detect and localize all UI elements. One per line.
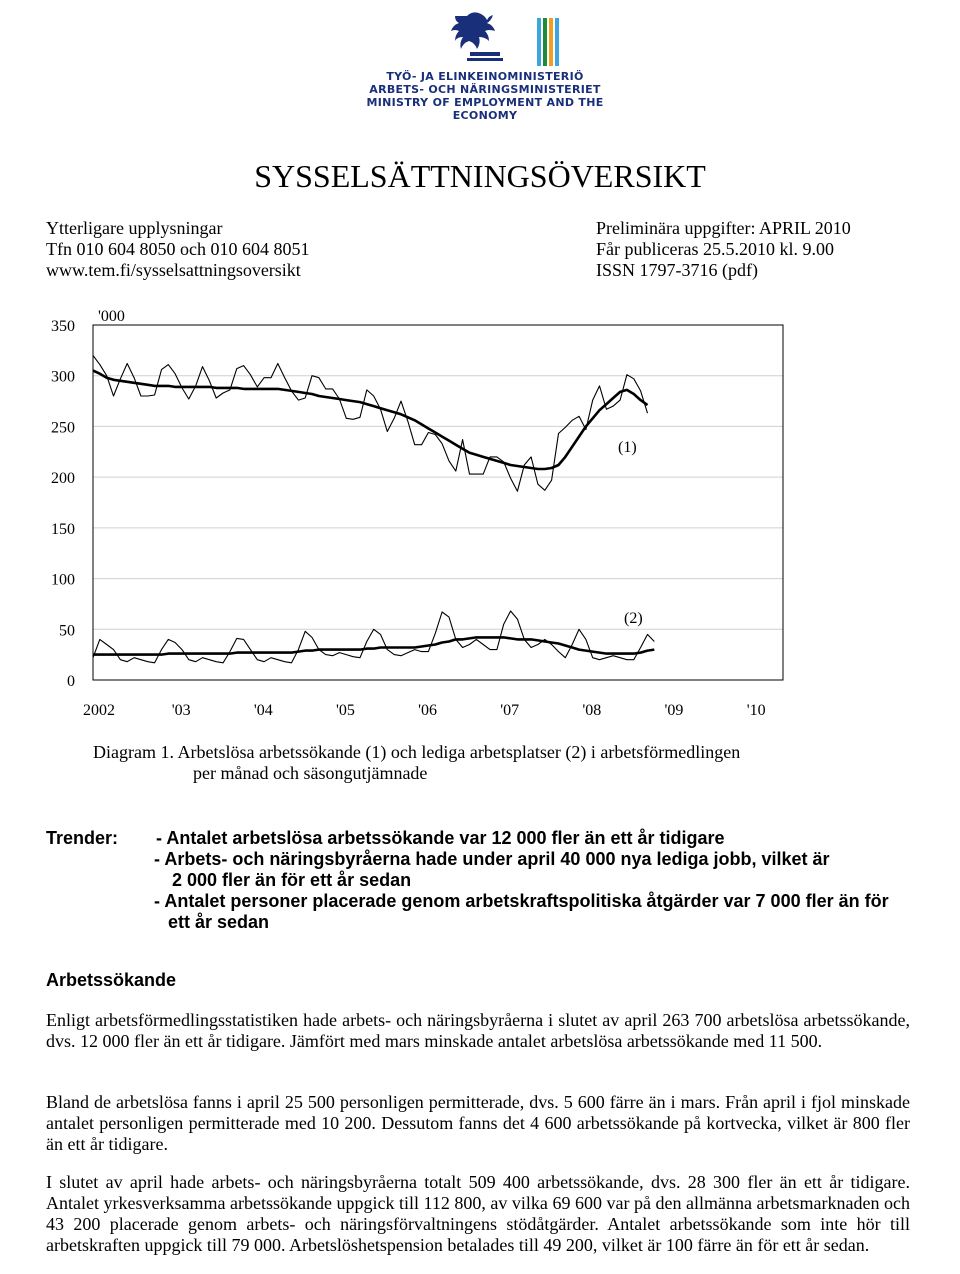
paragraph: Enligt arbetsförmedlingsstatistiken hade arbets- och näringsbyråerna i slutet av april 263 700 arbetslösa arbetssökande, dvs. 12 000 fler än ett år tidigare. Jämfört med mars minskade antalet arbetslösa arbetssökande med 11 500. [46, 1010, 910, 1051]
trends-label: Trender: [46, 828, 119, 848]
chart-caption-line-1: Diagram 1. Arbetslösa arbetssökande (1) och lediga arbetsplatser (2) i arbetsförmedlingen [93, 742, 741, 762]
publication-issn: ISSN 1797-3716 (pdf) [596, 260, 758, 280]
x-tick-label: '04 [253, 702, 273, 719]
paragraph: Bland de arbetslösa fanns i april 25 500 personligen permitterade, dvs. 5 600 färre än i mars. Från april i fjol minskade antalet personligen permitterade med 10 200. Dessutom fanns det 4 600 arbetssökande på kortvecka, vilket är 800 fler än ett år tidigare. [46, 1092, 910, 1154]
ministry-logo [355, 8, 615, 122]
trend-line: - Antalet arbetslösa arbetssökande var 12 000 fler än ett år tidigare [156, 828, 725, 848]
y-tick-label: 200 [51, 470, 75, 488]
ministry-name-fi: TYÖ- JA ELINKEINOMINISTERIÖ [386, 70, 584, 83]
x-tick-label: '08 [582, 702, 602, 719]
monthly-line-2 [93, 611, 654, 663]
x-tick-label: '06 [418, 702, 438, 719]
lion-crest-icon [355, 8, 615, 70]
trend-line-1 [93, 371, 648, 469]
y-tick-label: 100 [51, 571, 75, 589]
x-tick-label: '07 [500, 702, 520, 719]
chart-caption [93, 742, 740, 784]
contact-website: www.tem.fi/sysselsattningsoversikt [46, 260, 301, 280]
x-tick-label: '09 [664, 702, 684, 719]
y-tick-label: 0 [67, 673, 75, 690]
y-unit-label: '000 [98, 308, 125, 325]
series-label-2: (2) [624, 610, 643, 627]
x-tick-label: '05 [335, 702, 355, 719]
x-tick-label: '10 [746, 702, 766, 719]
trend-line: 2 000 fler än för ett år sedan [172, 870, 412, 890]
page-title: SYSSELSÄTTNINGSÖVERSIKT [254, 158, 706, 194]
publication-status: Preliminära uppgifter: APRIL 2010 [596, 218, 851, 238]
section-heading: Arbetssökande [46, 970, 177, 990]
ministry-name-en: MINISTRY OF EMPLOYMENT AND THE ECONOMY [366, 96, 604, 122]
trend-line-2 [93, 637, 654, 654]
x-tick-label: '03 [171, 702, 191, 719]
ministry-name [355, 70, 615, 122]
contact-phone: Tfn 010 604 8050 och 010 604 8051 [46, 239, 310, 259]
y-tick-label: 250 [51, 419, 75, 437]
contact-info [46, 218, 309, 281]
x-tick-label: 2002 [83, 702, 115, 719]
ministry-name-sv: ARBETS- OCH NÄRINGSMINISTERIET [369, 83, 601, 96]
y-tick-label: 150 [51, 520, 75, 538]
paragraph: I slutet av april hade arbets- och näringsbyråerna totalt 509 400 arbetssökande, dvs. 28 300 fler än ett år tidigare. Antalet yrkesverksamma arbetssökande uppgick till 112 800, av vilka 69 600 var på den allmänna arbetsmarknaden och 43 200 placerade genom arbets- och näringsförvaltningens stödåtgärder. Antalet arbetssökande som inte hör till arbetskraften uppgick till 79 000. Arbetslöshetspension betalades till 49 200, vilket är 100 färre än för ett år sedan. [46, 1172, 910, 1255]
publication-info [596, 218, 851, 281]
y-tick-label: 50 [59, 622, 75, 640]
trend-line: - Arbets- och näringsbyråerna hade under april 40 000 nya lediga jobb, vilket är [154, 849, 830, 869]
contact-heading: Ytterligare upplysningar [46, 218, 223, 238]
y-tick-label: 300 [51, 368, 75, 386]
y-tick-label: 350 [51, 318, 75, 335]
chart-caption-line-2: per månad och säsongutjämnade [193, 763, 428, 783]
unemployment-vacancies-chart [40, 300, 800, 730]
trend-line: - Antalet personer placerade genom arbetskraftspolitiska åtgärder var 7 000 fler än för [154, 891, 889, 911]
plot-frame [93, 325, 783, 680]
series-label-1: (1) [618, 439, 637, 456]
publication-date: Får publiceras 25.5.2010 kl. 9.00 [596, 239, 834, 259]
trend-line: ett år sedan [168, 912, 270, 932]
trends-list [150, 828, 920, 933]
